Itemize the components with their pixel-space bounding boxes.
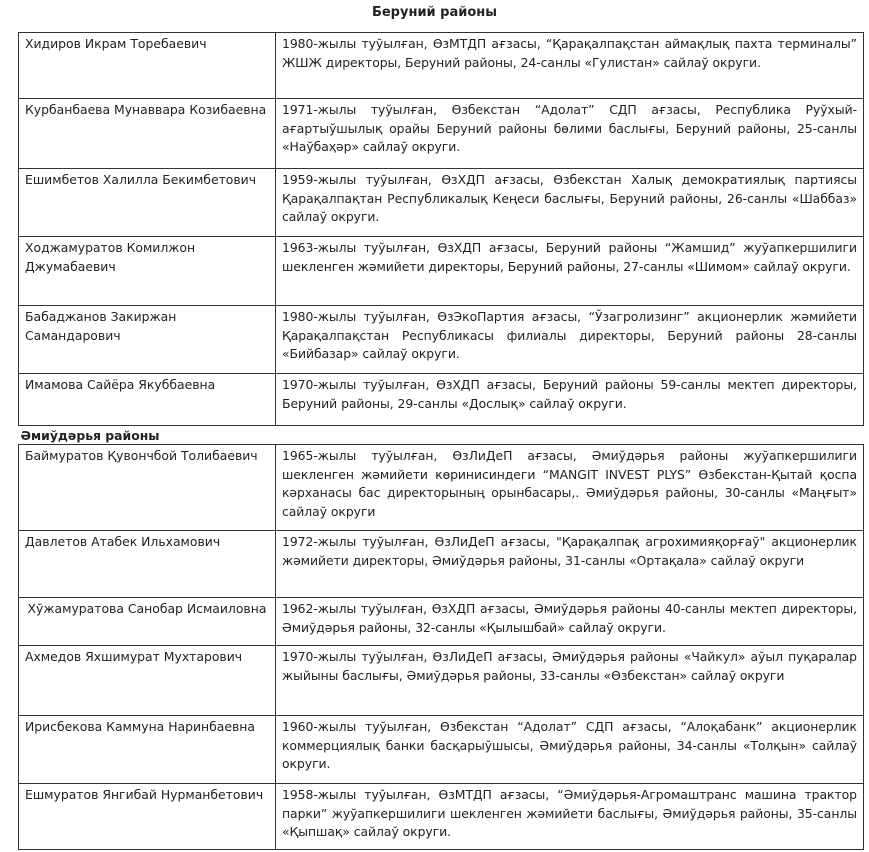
table-row bbox=[19, 33, 864, 99]
page-title: Беруний районы bbox=[371, 5, 498, 20]
candidate-description: 1970-жылы туўылған, ӨзЛиДеП ағзасы, Әмиўдәрья районы «Чайкул» аўыл пуқаралар жыйыны баслығы, Әмиўдәрья районы, 33-санлы «Өзбекстан» сайлаў округи bbox=[276, 646, 864, 716]
candidate-name: Баймуратов Қувончбой Толибаевич bbox=[19, 445, 276, 531]
candidate-name: Курбанбаева Мунаввара Козибаевна bbox=[19, 99, 276, 169]
table-row bbox=[19, 237, 864, 306]
candidate-name: Ешимбетов Халилла Бекимбетович bbox=[19, 169, 276, 237]
candidate-name: Имамова Сайёра Якуббаевна bbox=[19, 374, 276, 426]
table-row bbox=[19, 374, 864, 426]
candidate-description: 1972-жылы туўылған, ӨзЛиДеП ағзасы, "Қарақалпақ агрохимияқорғаў" акционерлик жәмийети директоры, Әмиўдәрья районы, 31-санлы «Ортақала» сайлаў округи bbox=[276, 531, 864, 598]
table-row bbox=[19, 784, 864, 850]
table-row bbox=[19, 716, 864, 784]
candidate-name: Ходжамуратов Комилжон Джумабаевич bbox=[19, 237, 276, 306]
candidate-description: 1960-жылы туўылған, Өзбекстан “Адолат” СДП ағзасы, “Алоқабанк” акционерлик коммерциялық банки басқарыўшысы, Әмиўдәрья районы, 34-санлы «Толқын» сайлаў округи. bbox=[276, 716, 864, 784]
candidate-name: Бабаджанов Закиржан Самандарович bbox=[19, 306, 276, 374]
candidate-name: Давлетов Атабек Ильхамович bbox=[19, 531, 276, 598]
candidate-name: Хидиров Икрам Торебаевич bbox=[19, 33, 276, 99]
candidate-name: Ешмуратов Янгибай Нурманбетович bbox=[19, 784, 276, 850]
candidate-description: 1980-жылы туўылған, ӨзЭкоПартия ағзасы, “Ўзагролизинг” акционерлик жәмийети Қарақалпақстан Республикасы филиалы директоры, Беруний районы 28-санлы «Бийбазар» сайлаў округи. bbox=[276, 306, 864, 374]
candidate-description: 1965-жылы туўылған, ӨзЛиДеП ағзасы, Әмиўдәрья районы жуўапкершилиги шекленген жәмийети көринисиндеги “MANGIT INVEST PLYS” Өзбекстан-Қытай қоспа кәрханасы бас директорының орынбасары,. Әмиўдәрья районы, 30-санлы «Маңғыт» сайлаў округи bbox=[276, 445, 864, 531]
candidates-table bbox=[18, 32, 864, 850]
table-row bbox=[19, 531, 864, 598]
candidate-description: 1958-жылы туўылған, ӨзМТДП ағзасы, “Әмиўдәрья-Агромаштранс машина трактор парки” жуўапкершилиги шекленген жәмийети баслығы, Әмиўдәрья районы, 35-санлы «Қыпшақ» сайлаў округи. bbox=[276, 784, 864, 850]
section-title: Әмиўдәрья районы bbox=[19, 426, 864, 445]
table-row bbox=[19, 169, 864, 237]
table-row bbox=[19, 99, 864, 169]
table-row bbox=[19, 646, 864, 716]
candidate-description: 1980-жылы туўылған, ӨзМТДП ағзасы, “Қарақалпақстан аймақлық пахта терминалы” ЖШЖ директоры, Беруний районы, 24-санлы «Гулистан» сайлаў округи. bbox=[276, 33, 864, 99]
section-header-row bbox=[19, 426, 864, 445]
candidate-description: 1963-жылы туўылған, ӨзХДП ағзасы, Беруний районы “Жамшид” жуўапкершилиги шекленген жәмийети директоры, Беруний районы, 27-санлы «Шимом» сайлаў округи. bbox=[276, 237, 864, 306]
candidate-description: 1962-жылы туўылған, ӨзХДП ағзасы, Әмиўдәрья районы 40-санлы мектеп директоры, Әмиўдәрья районы, 32-санлы «Қылышбай» сайлаў округи. bbox=[276, 598, 864, 646]
table-row bbox=[19, 306, 864, 374]
candidate-name: Ирисбекова Каммуна Наринбаевна bbox=[19, 716, 276, 784]
candidate-description: 1959-жылы туўылған, ӨзХДП ағзасы, Өзбекстан Халық демократиялық партиясы Қарақалпақтан Республикалық Кеңеси баслығы, Беруний районы, 26-санлы «Шаббаз» сайлаў округи. bbox=[276, 169, 864, 237]
candidate-name: Ахмедов Яхшимурат Мухтарович bbox=[19, 646, 276, 716]
candidate-description: 1971-жылы туўылған, Өзбекстан “Адолат” СДП ағзасы, Республика Руўхый-ағартыўшылық орайы Беруний районы бөлими баслығы, Беруний районы, 25-санлы «Наўбаҳәр» сайлаў округи. bbox=[276, 99, 864, 169]
table-row bbox=[19, 598, 864, 646]
candidate-description: 1970-жылы туўылған, ӨзХДП ағзасы, Беруний районы 59-санлы мектеп директоры, Беруний районы, 29-санлы «Дослық» сайлаў округи. bbox=[276, 374, 864, 426]
candidate-name: Хўжамуратова Санобар Исмаиловна bbox=[19, 598, 276, 646]
table-row bbox=[19, 445, 864, 531]
